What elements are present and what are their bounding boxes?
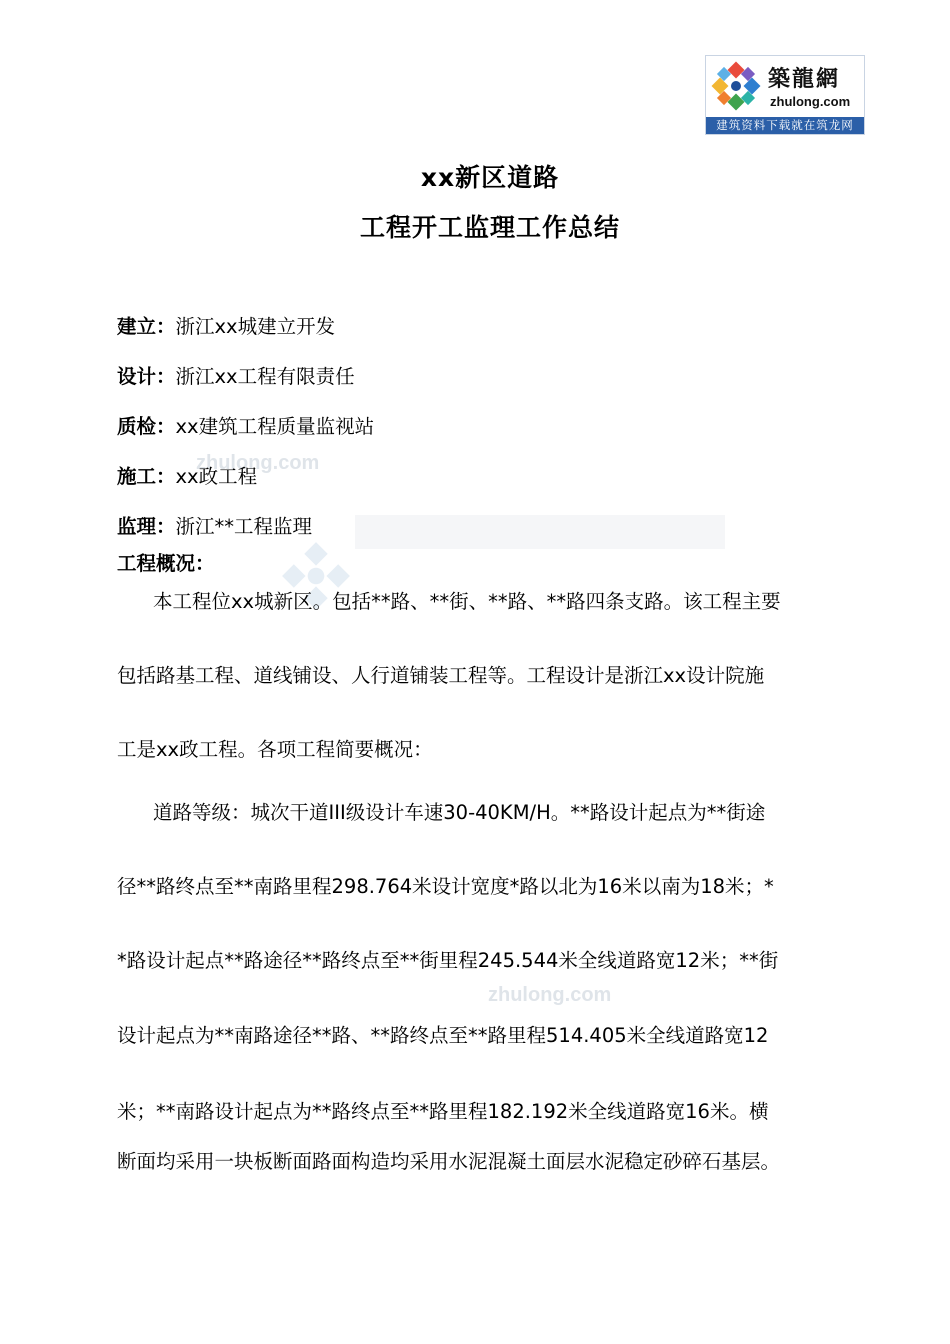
party-value: 浙江**工程监理 <box>175 515 313 538</box>
body-line: 道路等级：城次干道III级设计车速30-40KM/H。**路设计起点为**街途 <box>153 801 766 824</box>
watermark-band <box>355 515 725 549</box>
body-line: *路设计起点**路途径**路终点至**街里程245.544米全线道路宽12米；**街 <box>117 949 779 972</box>
zhulong-logo <box>705 55 865 135</box>
watermark-text-bottom: zhulong.com <box>488 984 612 1006</box>
logo-tagline: 建筑资料下载就在筑龙网 <box>706 117 864 134</box>
body-line: 设计起点为**南路途径**路、**路终点至**路里程514.405米全线道路宽12 <box>117 1024 769 1047</box>
body-line: 断面均采用一块板断面路面构造均采用水泥混凝土面层水泥稳定砂碎石基层。 <box>117 1150 781 1173</box>
body-line: 径**路终点至**南路里程298.764米设计宽度*路以北为16米以南为18米；* <box>117 875 774 898</box>
overview-heading: 工程概况： <box>117 552 215 575</box>
document-title-line-2: 工程开工监理工作总结 <box>359 213 620 242</box>
body-line: 本工程位xx城新区。包括**路、**街、**路、**路四条支路。该工程主要 <box>153 590 781 613</box>
party-value: xx建筑工程质量监视站 <box>175 415 375 438</box>
party-label: 建立： <box>117 315 176 338</box>
party-design <box>117 361 355 389</box>
party-label: 设计： <box>117 365 176 388</box>
party-quality <box>117 411 374 439</box>
zhulong-snowflake-icon <box>710 60 762 112</box>
party-value: 浙江xx工程有限责任 <box>175 365 355 388</box>
body-line: 米；**南路设计起点为**路终点至**路里程182.192米全线道路宽16米。横 <box>117 1100 769 1123</box>
document-title-line-1: xx新区道路 <box>420 163 560 192</box>
party-label: 质检： <box>117 415 176 438</box>
logo-name-cn: 築龍網 <box>768 66 841 92</box>
logo-domain: zhulong.com <box>770 94 851 109</box>
party-label: 施工： <box>117 465 176 488</box>
party-value: xx政工程 <box>175 465 258 488</box>
body-line: 工是xx政工程。各项工程简要概况： <box>117 738 433 761</box>
party-label: 监理： <box>117 515 176 538</box>
party-supervision <box>117 511 312 539</box>
party-construction <box>117 461 257 489</box>
body-line: 包括路基工程、道线铺设、人行道铺装工程等。工程设计是浙江xx设计院施 <box>117 664 765 687</box>
party-value: 浙江xx城建立开发 <box>175 315 336 338</box>
watermark-text-top: zhulong.com <box>196 452 320 474</box>
party-client <box>117 311 335 339</box>
